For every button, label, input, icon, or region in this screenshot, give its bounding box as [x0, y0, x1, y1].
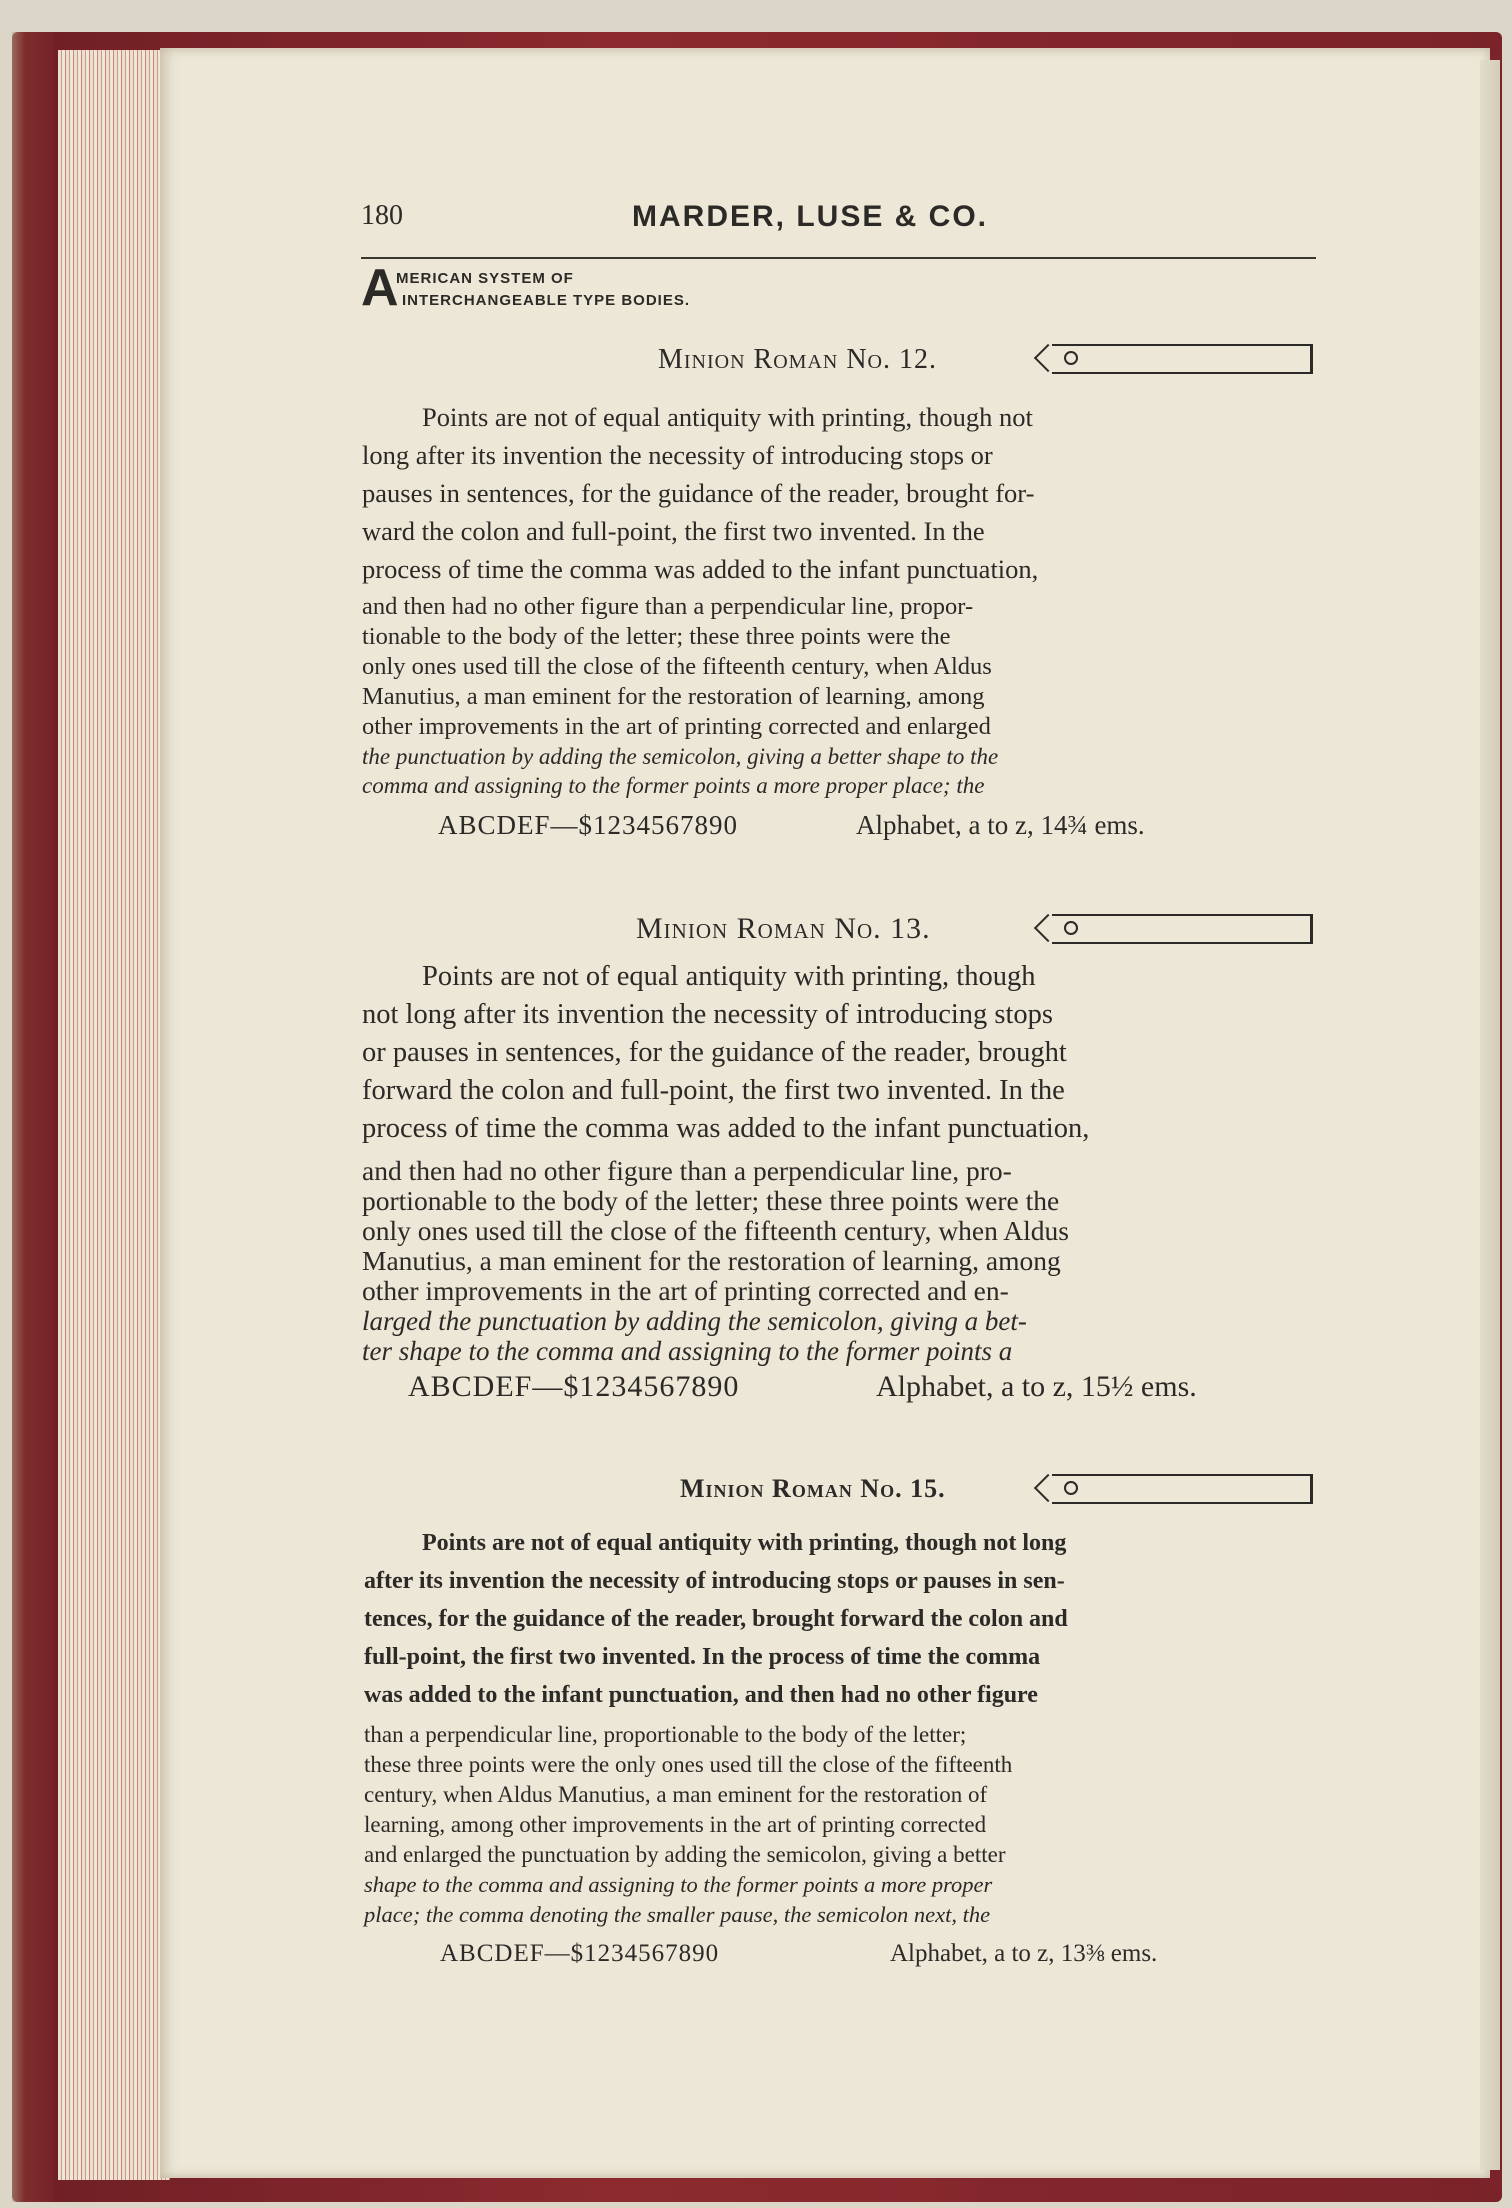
text-line: not long after its invention the necessity of introducing stops — [362, 999, 1054, 1030]
specimen-text — [364, 1524, 1324, 1930]
text-line: Points are not of equal antiquity with printing, though — [422, 961, 1036, 992]
specimen-text — [362, 958, 1322, 1366]
type-gauge — [1052, 344, 1313, 374]
figures-line: ABCDEF—$1234567890 — [438, 810, 739, 840]
text-line: ward the colon and full-point, the first two invented. In the — [362, 516, 985, 546]
folio-number: 180 — [361, 200, 403, 231]
text-line: Points are not of equal antiquity with printing, though not — [422, 402, 1033, 432]
text-line: process of time the comma was added to the infant punctuation, — [362, 554, 1039, 584]
text-line: these three points were the only ones used till the close of the fifteenth — [364, 1752, 1013, 1777]
page-fold — [1480, 60, 1500, 2170]
figures-line: ABCDEF—$1234567890 — [440, 1940, 720, 1967]
text-line: after its invention the necessity of introducing stops or pauses in sen- — [364, 1568, 1065, 1594]
cover-wear — [12, 32, 54, 2202]
gauge-pin-icon — [1064, 921, 1078, 935]
system-initial: A — [361, 259, 399, 317]
text-line: portionable to the body of the letter; these three points were the — [362, 1185, 1060, 1216]
running-head: MARDER, LUSE & CO. — [632, 200, 989, 233]
text-line: only ones used till the close of the fifteenth century, when Aldus — [362, 1215, 1069, 1246]
text-line: tionable to the body of the letter; these three points were the — [362, 623, 951, 650]
text-line: only ones used till the close of the fifteenth century, when Aldus — [362, 653, 992, 680]
text-line: process of time the comma was added to the infant punctuation, — [362, 1113, 1090, 1144]
figures-line: ABCDEF—$1234567890 — [408, 1370, 740, 1403]
text-line: place; the comma denoting the smaller pause, the semicolon next, the — [364, 1902, 991, 1927]
specimen-title: Minion Roman No. 15. — [680, 1474, 946, 1503]
specimen-title: Minion Roman No. 13. — [636, 912, 931, 945]
text-line: and then had no other figure than a perpendicular line, propor- — [362, 593, 974, 620]
header-rule — [361, 257, 1316, 259]
text-line: shape to the comma and assigning to the former points a more proper — [364, 1872, 993, 1897]
type-gauge — [1052, 1474, 1313, 1504]
alphabet-length: Alphabet, a to z, 14¾ ems. — [856, 810, 1145, 840]
text-line: comma and assigning to the former points a more proper place; the — [362, 773, 985, 798]
specimen-text — [362, 398, 1322, 800]
specimen-title: Minion Roman No. 12. — [658, 344, 937, 375]
text-line: larged the punctuation by adding the semicolon, giving a bet- — [362, 1306, 1027, 1336]
text-line: Points are not of equal antiquity with printing, though not long — [422, 1530, 1067, 1556]
gauge-pin-icon — [1064, 351, 1078, 365]
gauge-pin-icon — [1064, 1481, 1078, 1495]
text-line: the punctuation by adding the semicolon, giving a better shape to the — [362, 744, 999, 769]
page-edges — [58, 50, 170, 2180]
text-line: long after its invention the necessity of introducing stops or — [362, 440, 993, 470]
text-line: than a perpendicular line, proportionable to the body of the letter; — [364, 1722, 967, 1747]
text-line: other improvements in the art of printing corrected and en- — [362, 1275, 1009, 1306]
text-line: and enlarged the punctuation by adding the semicolon, giving a better — [364, 1842, 1006, 1867]
text-line: was added to the infant punctuation, and then had no other figure — [364, 1682, 1038, 1708]
type-gauge — [1052, 914, 1313, 944]
system-line-2: INTERCHANGEABLE TYPE BODIES. — [402, 292, 691, 309]
text-line: Manutius, a man eminent for the restoration of learning, among — [362, 1245, 1061, 1276]
text-line: century, when Aldus Manutius, a man eminent for the restoration of — [364, 1782, 988, 1807]
text-line: forward the colon and full-point, the first two invented. In the — [362, 1075, 1065, 1106]
text-line: other improvements in the art of printing corrected and enlarged — [362, 713, 991, 740]
text-line: tences, for the guidance of the reader, brought forward the colon and — [364, 1606, 1068, 1632]
text-line: full-point, the first two invented. In the process of time the comma — [364, 1644, 1041, 1670]
alphabet-length: Alphabet, a to z, 15½ ems. — [876, 1370, 1197, 1403]
system-line-1: MERICAN SYSTEM OF — [396, 270, 574, 287]
text-line: or pauses in sentences, for the guidance of the reader, brought — [362, 1037, 1067, 1068]
text-line: learning, among other improvements in the art of printing corrected — [364, 1812, 987, 1837]
text-line: Manutius, a man eminent for the restoration of learning, among — [362, 683, 985, 710]
alphabet-length: Alphabet, a to z, 13⅜ ems. — [890, 1940, 1158, 1967]
text-line: and then had no other figure than a perpendicular line, pro- — [362, 1155, 1012, 1186]
text-line: pauses in sentences, for the guidance of the reader, brought for- — [362, 478, 1035, 508]
text-line: ter shape to the comma and assigning to the former points a — [362, 1336, 1013, 1366]
